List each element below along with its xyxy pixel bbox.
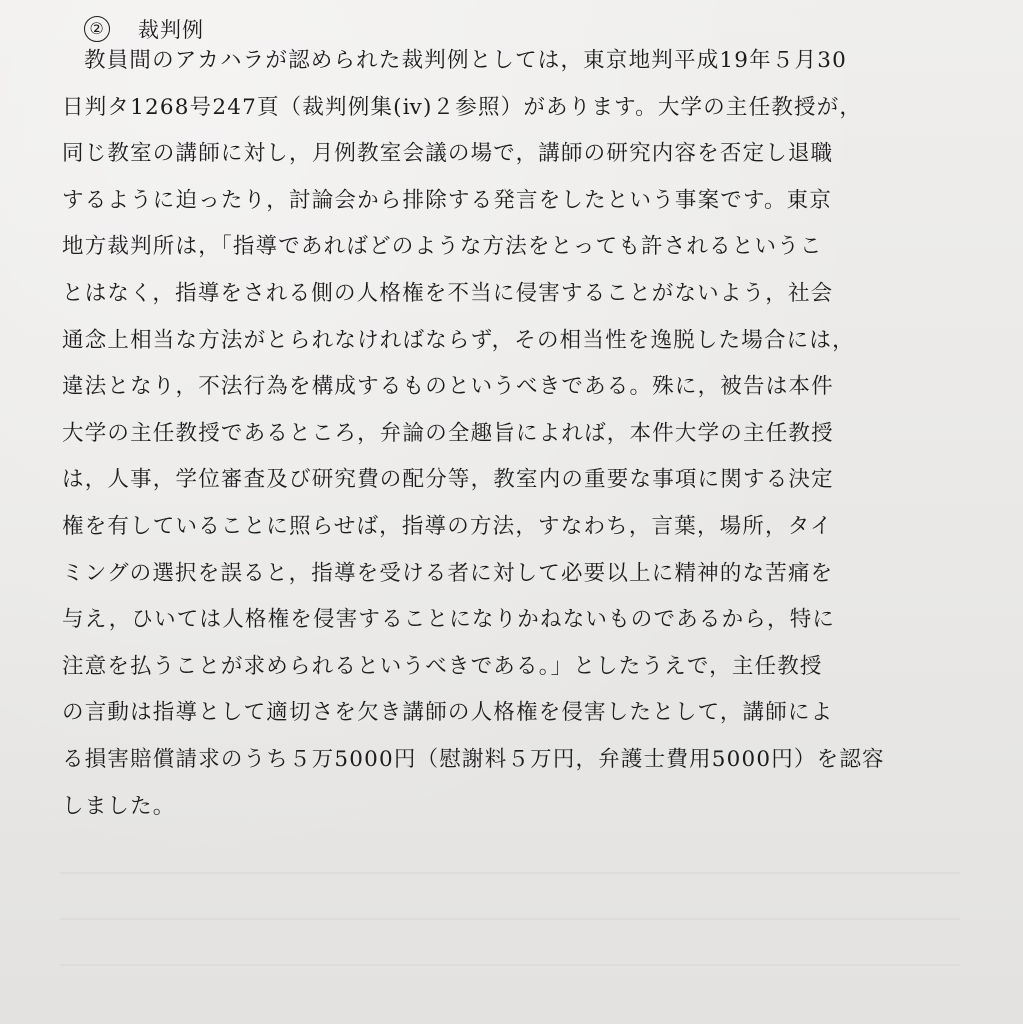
text-line: 日判タ1268号247頁（裁判例集(ⅳ)２参照）があります。大学の主任教授が， [62, 94, 863, 120]
section-number-circled: ② [84, 16, 110, 42]
text-line: は，人事，学位審査及び研究費の配分等，教室内の重要な事項に関する決定 [62, 467, 834, 493]
text-line: 教員間のアカハラが認められた裁判例としては，東京地判平成19年５月30 [84, 48, 848, 73]
show-through-line [60, 964, 960, 966]
body-paragraph [62, 38, 952, 830]
text-line: 違法となり，不法行為を構成するものというべきである。殊に，被告は本件 [62, 374, 834, 400]
text-line: 地方裁判所は，「指導であればどのような方法をとっても許されるというこ [62, 234, 823, 260]
text-line: 与え，ひいては人格権を侵害することになりかねないものであるから，特に [62, 607, 836, 633]
section-title: 裁判例 [138, 18, 204, 42]
show-through-line [60, 872, 960, 874]
text-line: る損害賠償請求のうち５万5000円（慰謝料５万円，弁護士費用5000円）を認容 [62, 746, 885, 772]
text-line: 権を有していることに照らせば，指導の方法，すなわち，言葉，場所，タイ [62, 513, 833, 539]
text-line: とはなく，指導をされる側の人格権を不当に侵害することがないよう，社会 [62, 280, 834, 306]
text-line: 通念上相当な方法がとられなければならず，その相当性を逸脱した場合には， [62, 327, 855, 353]
text-line: しました。 [62, 793, 176, 819]
text-line: するように迫ったり，討論会から排除する発言をしたという事案です。東京 [62, 187, 833, 213]
text-line: の言動は指導として適切さを欠き講師の人格権を侵害したとして，講師によ [62, 700, 834, 726]
text-line: 注意を払うことが求められるというべきである。」としたうえで，主任教授 [62, 653, 823, 679]
text-line: 同じ教室の講師に対し，月例教室会議の場で，講師の研究内容を否定し退職 [62, 141, 834, 167]
show-through-line [60, 918, 960, 920]
text-line: 大学の主任教授であるところ，弁論の全趣旨によれば，本件大学の主任教授 [62, 420, 834, 446]
text-line: ミングの選択を誤ると，指導を受ける者に対して必要以上に精神的な苦痛を [62, 560, 834, 586]
